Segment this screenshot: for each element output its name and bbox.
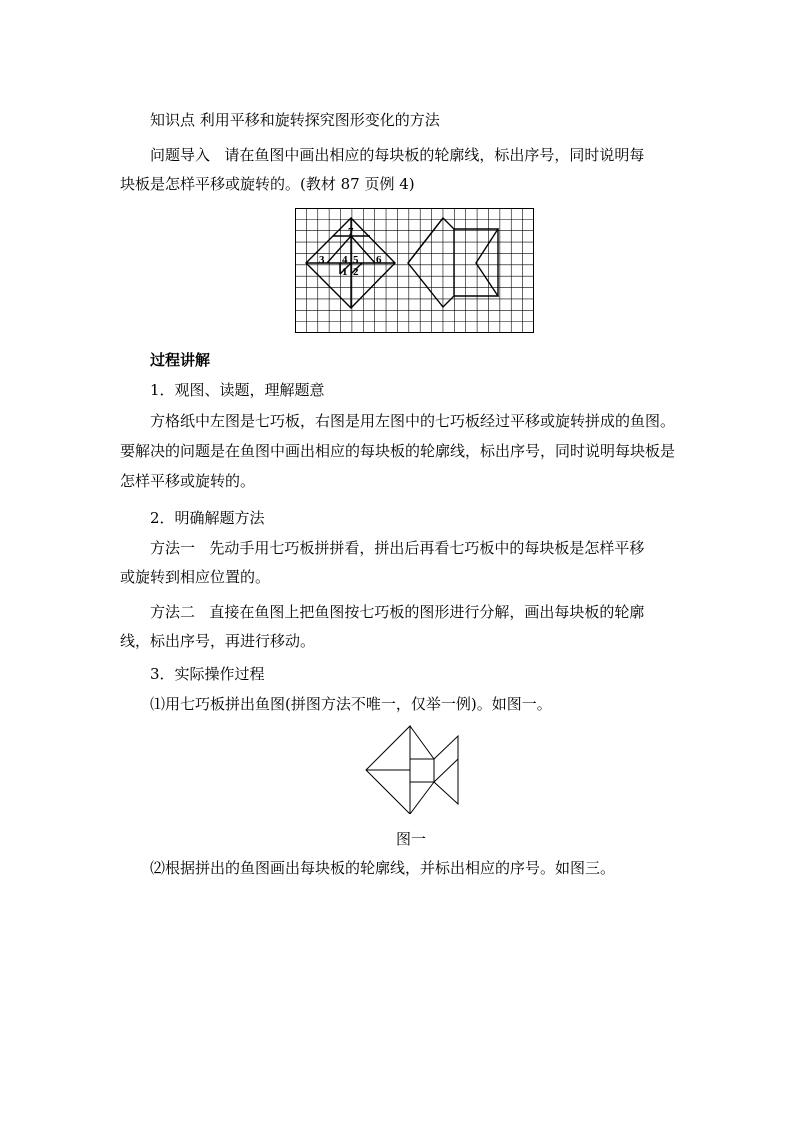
step1-title: 1．观图、读题，理解题意 — [150, 381, 325, 399]
fish-right — [408, 218, 498, 307]
step1-text: 方格纸中左图是七巧板，右图是用左图中的七巧板经过平移或旋转拼成的鱼图。要解决的问题是在鱼图中画出相应的每块板的轮廓线，标出序号，同时说明每块板是怎样平移或旋转的。 — [120, 412, 676, 490]
piece-label: 6 — [376, 254, 382, 266]
piece-label: 1 — [342, 266, 348, 278]
section-heading: 知识点 利用平移和旋转探究图形变化的方法 — [150, 111, 440, 129]
sub-step-1: ⑴用七巧板拼出鱼图(拼图方法不唯一，仅举一例)。如图一。 — [150, 695, 552, 713]
fish-body — [408, 218, 454, 307]
intro-line-1 — [150, 145, 710, 165]
method1-text-1: 先动手用七巧板拼拼看，拼出后再看七巧板中的每块板是怎样平移 — [209, 539, 645, 557]
figure-one-fish — [364, 724, 460, 814]
piece-label: 4 — [342, 254, 348, 266]
fish-upper-fin — [410, 726, 434, 759]
intro-line-2: 块板是怎样平移或旋转的。(教材 87 页例 4) — [120, 175, 415, 193]
figure-one-caption: 图一 — [396, 830, 427, 848]
fish-lower-fin — [410, 782, 434, 814]
piece-label: 5 — [353, 254, 359, 266]
process-title: 过程讲解 — [150, 351, 211, 369]
fish-line-a — [408, 218, 443, 263]
method2-label: 方法二 — [150, 603, 196, 621]
method2-line-1 — [150, 602, 710, 622]
fish-tail-diag — [434, 759, 458, 782]
fish-tail — [454, 229, 498, 296]
method2-text-2: 线，标出序号，再进行移动。 — [120, 632, 316, 650]
tangram-grid-figure — [295, 208, 535, 334]
intro-label: 问题导入 — [150, 146, 211, 164]
piece-label: 3 — [319, 254, 325, 266]
fish-body-square — [410, 759, 434, 782]
piece-label: 7 — [348, 226, 354, 238]
method1-line-1 — [150, 538, 710, 558]
step3-title: 3．实际操作过程 — [150, 665, 265, 683]
method1-text-2: 或旋转到相应位置的。 — [120, 568, 271, 586]
method1-label: 方法一 — [150, 539, 196, 557]
figure-one-lines — [366, 726, 458, 814]
piece-label: 2 — [353, 266, 359, 278]
sub-step-2: ⑵根据拼出的鱼图画出每块板的轮廓线，并标出相应的序号。如图三。 — [150, 859, 616, 877]
step2-title: 2．明确解题方法 — [150, 509, 265, 527]
method2-text-1: 直接在鱼图上把鱼图按七巧板的图形进行分解，画出每块板的轮廓 — [209, 603, 645, 621]
intro-text-1: 请在鱼图中画出相应的每块板的轮廓线，标出序号，同时说明每 — [224, 146, 645, 164]
